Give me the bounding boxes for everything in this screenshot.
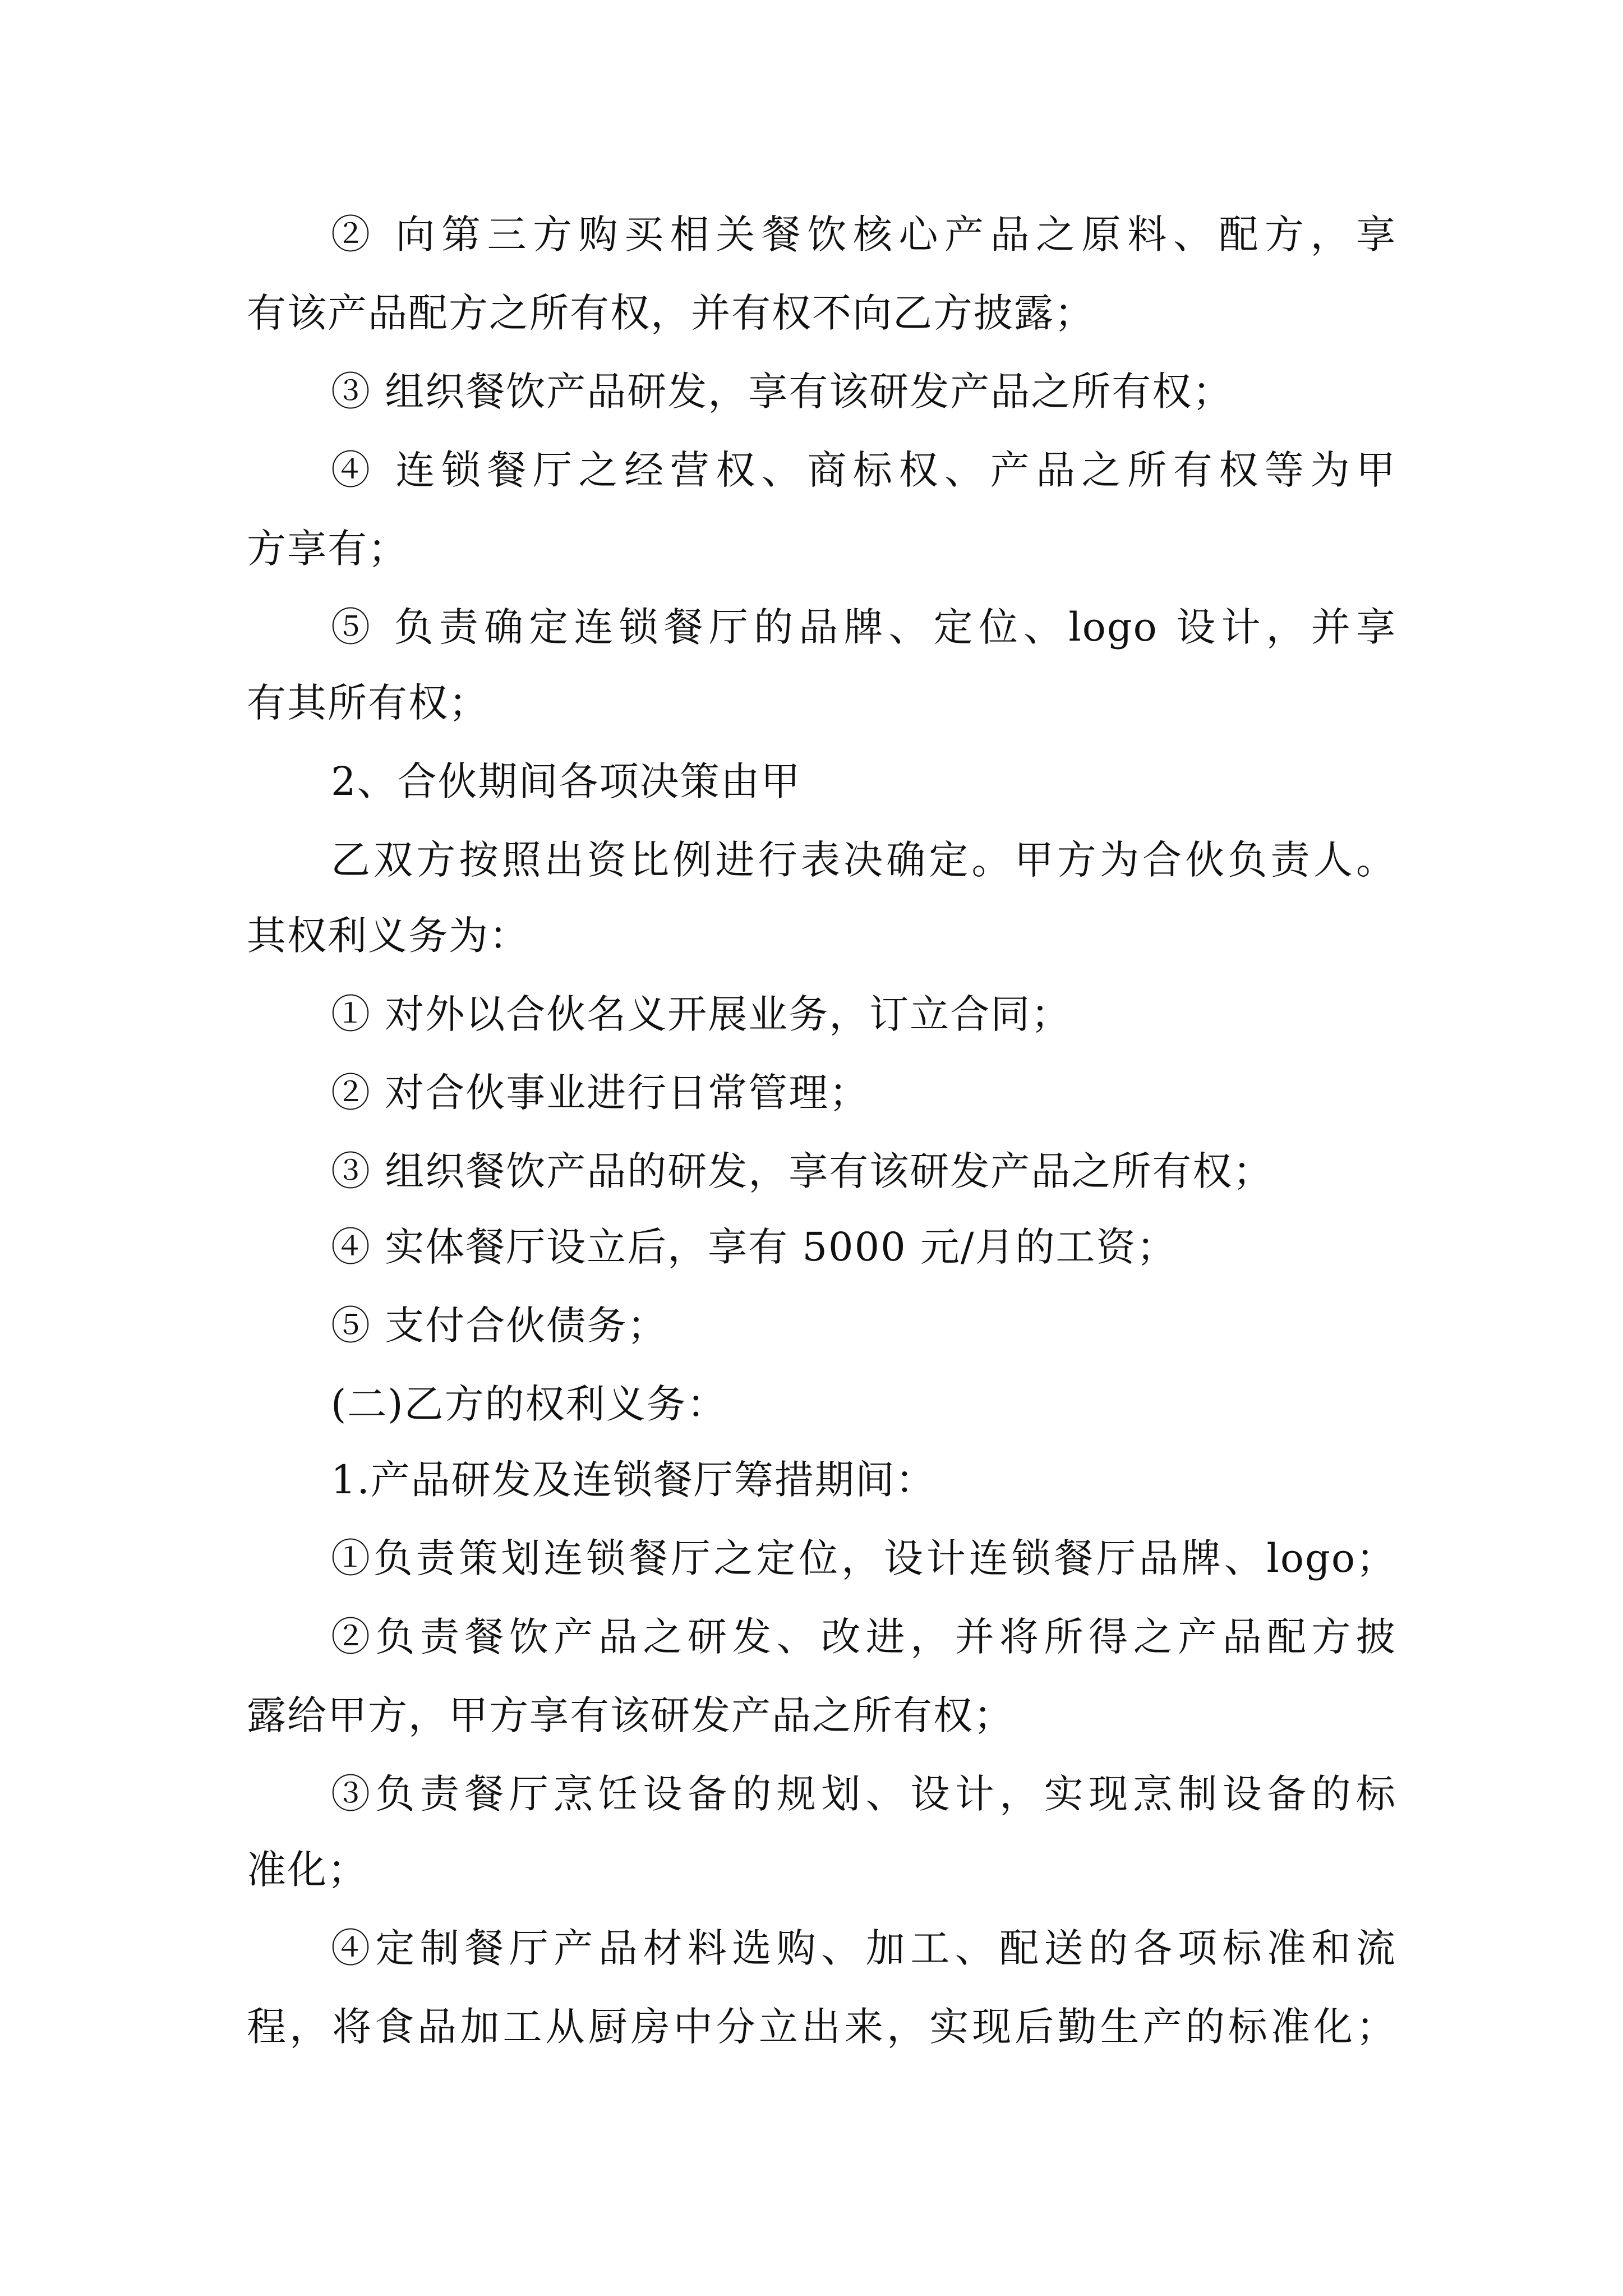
text-line: ④定制餐厅产品材料选购、加工、配送的各项标准和流	[331, 1925, 1396, 1971]
text-line: ② 对合伙事业进行日常管理；	[331, 1070, 870, 1116]
text-line: ① 对外以合伙名义开展业务，订立合同；	[331, 991, 1072, 1037]
text-line: ③负责餐厅烹饪设备的规划、设计，实现烹制设备的标	[331, 1771, 1396, 1817]
text-line: 露给甲方，甲方享有该研发产品之所有权；	[247, 1692, 1014, 1738]
text-line: 其权利义务为：	[247, 913, 529, 959]
text-line: ②负责餐饮产品之研发、改进，并将所得之产品配方披	[331, 1614, 1396, 1660]
text-line: 1.产品研发及连锁餐厅筹措期间：	[331, 1457, 936, 1503]
text-line: ⑤ 支付合伙债务；	[331, 1303, 668, 1349]
text-line: 方享有；	[247, 526, 408, 572]
text-line: 有其所有权；	[247, 680, 489, 726]
text-line: ④ 实体餐厅设立后，享有 5000 元/月的工资；	[331, 1224, 1177, 1270]
text-line: ③ 组织餐饮产品研发，享有该研发产品之所有权；	[331, 369, 1233, 415]
text-line: ② 向第三方购买相关餐饮核心产品之原料、配方，享	[331, 211, 1396, 257]
text-line: ③ 组织餐饮产品的研发，享有该研发产品之所有权；	[331, 1148, 1274, 1194]
text-line: 有该产品配方之所有权，并有权不向乙方披露；	[247, 290, 1095, 336]
text-line: ⑤ 负责确定连锁餐厅的品牌、定位、logo 设计，并享	[331, 604, 1396, 650]
text-line: 准化；	[247, 1847, 368, 1893]
text-line: ④ 连锁餐厅之经营权、商标权、产品之所有权等为甲	[331, 447, 1396, 493]
text-line: ①负责策划连锁餐厅之定位，设计连锁餐厅品牌、logo；	[331, 1535, 1396, 1581]
text-line: 2、合伙期间各项决策由甲	[331, 758, 801, 804]
text-line: (二)乙方的权利义务：	[331, 1381, 727, 1427]
text-line: 乙双方按照出资比例进行表决确定。甲方为合伙负责人。	[331, 837, 1396, 883]
text-line: 程，将食品加工从厨房中分立出来，实现后勤生产的标准化；	[247, 2004, 1396, 2050]
